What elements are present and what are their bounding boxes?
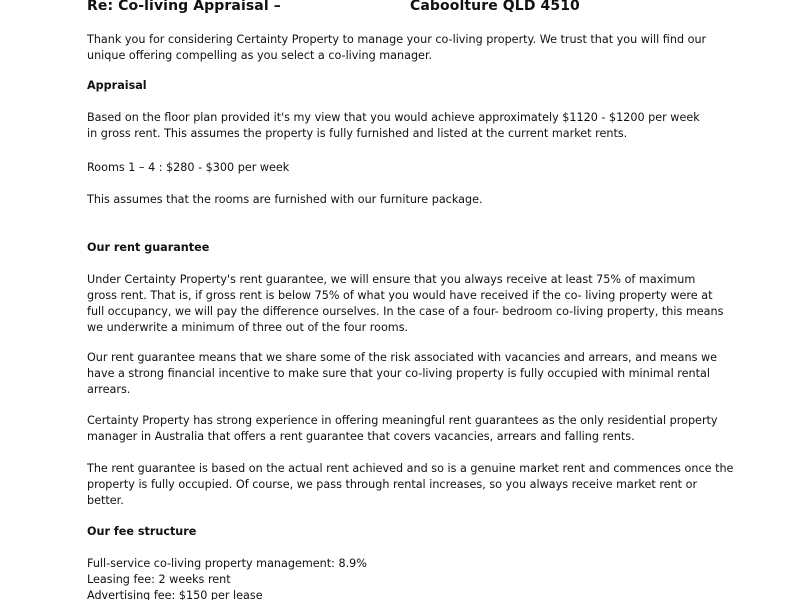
fee-item: Full-service co-living property management: 8.9% [87, 557, 367, 570]
intro-line: unique offering compelling as you select a co-living manager. [87, 49, 433, 62]
heading-location: Caboolture QLD 4510 [410, 0, 580, 14]
appraisal-title: Appraisal [87, 79, 147, 92]
paragraph-line: better. [87, 494, 124, 507]
fee-structure-title: Our fee structure [87, 525, 197, 538]
paragraph-line: gross rent. That is, if gross rent is below 75% of what you would have received if the co- living property were at [87, 289, 713, 302]
fee-structure-list [87, 556, 727, 600]
appraisal-line: in gross rent. This assumes the property is fully furnished and listed at the current market rents. [87, 127, 628, 140]
paragraph-line: Our rent guarantee means that we share some of the risk associated with vacancies and arrears, and means we [87, 351, 718, 364]
appraisal-paragraph [87, 110, 727, 142]
paragraph-line: property is fully occupied. Of course, we pass through rental increases, so you always receive market rent or [87, 478, 698, 491]
paragraph-line: Certainty Property has strong experience in offering meaningful rent guarantees as the only residential property [87, 414, 718, 427]
rent-guarantee-paragraph-1 [87, 272, 727, 336]
paragraph-line: Under Certainty Property's rent guarantee, we will ensure that you always receive at least 75% of maximum [87, 273, 696, 286]
letter-heading [87, 0, 787, 20]
heading-subject: Re: Co-living Appraisal – [87, 0, 281, 14]
paragraph-line: manager in Australia that offers a rent guarantee that covers vacancies, arrears and falling rents. [87, 430, 635, 443]
furnished-note: This assumes that the rooms are furnished with our furniture package. [87, 193, 483, 206]
fee-item: Advertising fee: $150 per lease [87, 589, 263, 600]
rent-guarantee-paragraph-2 [87, 350, 727, 398]
rent-guarantee-paragraph-4 [87, 461, 734, 509]
fee-item: Leasing fee: 2 weeks rent [87, 573, 231, 586]
rent-guarantee-paragraph-3 [87, 413, 727, 445]
intro-line: Thank you for considering Certainty Property to manage your co-living property. We trust that you will find our [87, 33, 707, 46]
paragraph-line: have a strong financial incentive to make sure that your co-living property is fully occupied with minimal rental [87, 367, 710, 380]
rent-guarantee-title: Our rent guarantee [87, 241, 210, 254]
paragraph-line: we underwrite a minimum of three out of the four rooms. [87, 321, 409, 334]
paragraph-line: full occupancy, we will pay the difference ourselves. In the case of a four- bedroom co-living property, this means [87, 305, 724, 318]
paragraph-line: The rent guarantee is based on the actual rent achieved and so is a genuine market rent and commences once the [87, 462, 734, 475]
intro-paragraph [87, 32, 727, 64]
paragraph-line: arrears. [87, 383, 131, 396]
appraisal-line: Based on the floor plan provided it's my view that you would achieve approximately $1120 - $1200 per week [87, 111, 700, 124]
rooms-line: Rooms 1 – 4 : $280 - $300 per week [87, 161, 290, 174]
